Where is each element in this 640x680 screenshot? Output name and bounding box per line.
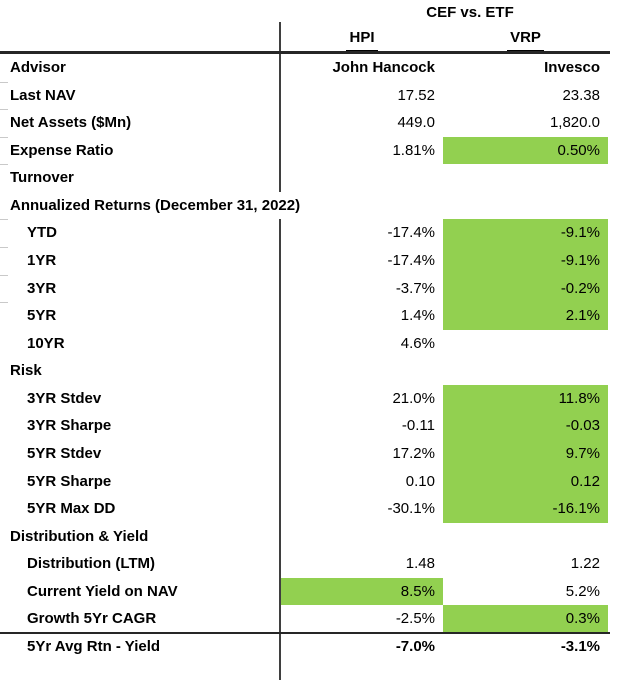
hpi-value: 449.0 xyxy=(397,114,435,132)
table-row xyxy=(0,385,640,413)
hpi-value xyxy=(281,357,443,385)
table-row xyxy=(0,330,640,358)
row-label: 5YR Sharpe xyxy=(27,472,112,490)
vrp-value: -0.03 xyxy=(443,412,608,440)
hpi-value: 0.10 xyxy=(405,472,435,490)
row-label: 1YR xyxy=(27,251,57,269)
table-row xyxy=(0,412,640,440)
row-label: 3YR Stdev xyxy=(27,389,102,407)
row-label: 3YR Sharpe xyxy=(27,417,112,435)
table-row xyxy=(0,82,640,110)
table-row xyxy=(0,523,640,551)
table-title: CEF vs. ETF xyxy=(426,4,514,21)
vrp-value: 1.22 xyxy=(570,555,600,573)
table-row xyxy=(0,54,640,82)
row-label: 3YR xyxy=(27,279,57,297)
vrp-value: 5.2% xyxy=(565,582,600,600)
hpi-value: 8.5% xyxy=(281,578,443,606)
hpi-value: 17.52 xyxy=(397,86,435,104)
hpi-value: 1.81% xyxy=(392,141,435,159)
row-label: Annualized Returns (December 31, 2022) xyxy=(0,192,308,220)
vrp-value: 0.12 xyxy=(443,468,608,496)
row-label: Turnover xyxy=(10,169,74,187)
hpi-value xyxy=(281,164,443,192)
vrp-value xyxy=(443,330,608,358)
column-header-vrp xyxy=(443,24,608,52)
vrp-value: 0.50% xyxy=(443,137,608,165)
hpi-value: -17.4% xyxy=(387,224,435,242)
hpi-value: -3.7% xyxy=(395,279,435,297)
header-rule xyxy=(0,51,610,54)
hpi-value: -17.4% xyxy=(387,251,435,269)
table-row xyxy=(0,137,640,165)
vrp-value xyxy=(443,523,608,551)
table-row xyxy=(0,440,640,468)
hpi-value: 4.6% xyxy=(400,334,435,352)
row-label: 5YR Max DD xyxy=(27,500,116,518)
vrp-value xyxy=(443,164,608,192)
hpi-value: 1.48 xyxy=(405,555,435,573)
vrp-value: Invesco xyxy=(544,59,600,76)
hpi-value: 17.2% xyxy=(392,444,435,462)
vrp-value: 1,820.0 xyxy=(549,114,600,132)
table-row xyxy=(0,247,640,275)
row-label: 5YR xyxy=(27,307,57,325)
vrp-value: -0.2% xyxy=(443,275,608,303)
vrp-value: -3.1% xyxy=(560,637,600,655)
table-row xyxy=(0,275,640,303)
hpi-value: -2.5% xyxy=(395,610,435,628)
table-row xyxy=(0,495,640,523)
hpi-value: John Hancock xyxy=(332,59,435,76)
table-row xyxy=(0,109,640,137)
vrp-value: -9.1% xyxy=(443,219,608,247)
row-label: Last NAV xyxy=(10,86,76,104)
hpi-value: -7.0% xyxy=(395,637,435,655)
vrp-value: -9.1% xyxy=(443,247,608,275)
row-label: Distribution (LTM) xyxy=(27,555,156,573)
row-label: 5Yr Avg Rtn - Yield xyxy=(27,637,161,655)
row-label: Growth 5Yr CAGR xyxy=(27,610,157,628)
row-label: Current Yield on NAV xyxy=(27,582,178,600)
row-label: YTD xyxy=(27,224,57,242)
table-row xyxy=(0,468,640,496)
vrp-value xyxy=(443,192,608,220)
hpi-value: 21.0% xyxy=(392,389,435,407)
row-label: Expense Ratio xyxy=(10,141,114,159)
vrp-value: 11.8% xyxy=(443,385,608,413)
table-row xyxy=(0,357,640,385)
table-row xyxy=(0,605,640,633)
vrp-value: 0.3% xyxy=(443,605,608,633)
row-label: Advisor xyxy=(10,59,66,76)
column-header-hpi-label: HPI xyxy=(346,25,377,52)
table-row xyxy=(0,578,640,606)
row-label: Net Assets ($Mn) xyxy=(10,114,132,132)
row-label: 10YR xyxy=(27,334,65,352)
total-row-rule xyxy=(0,632,610,634)
row-label: 5YR Stdev xyxy=(27,444,102,462)
row-label: Risk xyxy=(10,362,42,380)
vrp-value: 2.1% xyxy=(443,302,608,330)
table-row xyxy=(0,219,640,247)
table-row xyxy=(0,550,640,578)
hpi-value: -30.1% xyxy=(387,500,435,518)
vrp-value xyxy=(443,357,608,385)
vrp-value: -16.1% xyxy=(443,495,608,523)
column-header-vrp-label: VRP xyxy=(507,25,544,52)
vrp-value: 9.7% xyxy=(443,440,608,468)
vrp-value: 23.38 xyxy=(562,86,600,104)
table-row xyxy=(0,192,640,220)
hpi-value: -0.11 xyxy=(401,417,435,435)
hpi-value xyxy=(281,523,443,551)
row-label: Distribution & Yield xyxy=(10,527,149,545)
table-row xyxy=(0,164,640,192)
column-header-hpi xyxy=(281,24,443,52)
table-row xyxy=(0,633,640,661)
table-row xyxy=(0,302,640,330)
hpi-value: 1.4% xyxy=(400,307,435,325)
